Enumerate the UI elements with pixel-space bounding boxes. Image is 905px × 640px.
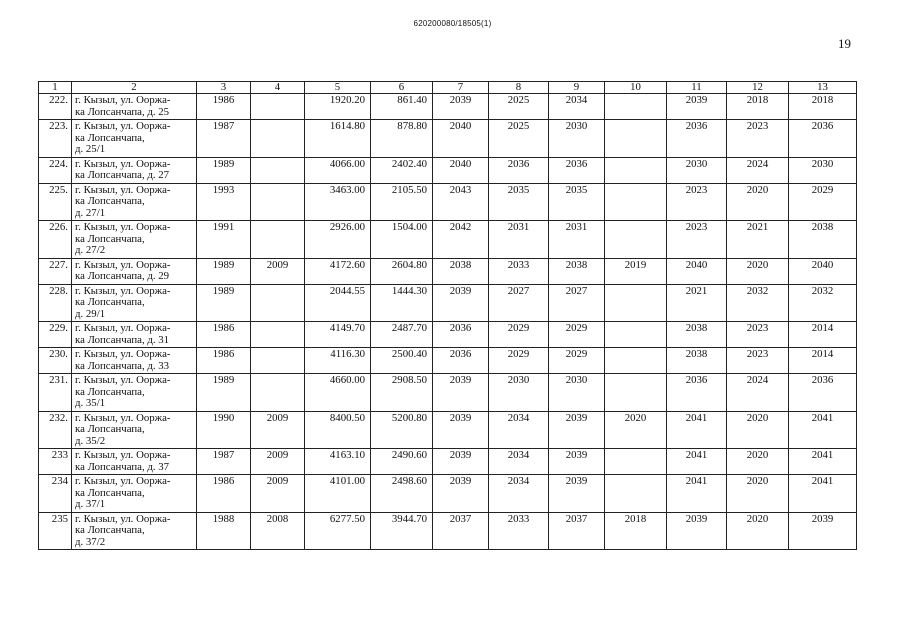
col-7-cell: 2039 [433,94,489,120]
col-11-cell: 2023 [667,183,727,221]
living-area-cell: 2402.40 [371,157,433,183]
address-line: г. Кызыл, ул. Ооржа- [75,258,171,271]
address-line: ка Лопсанчапа, [75,385,145,398]
year-built-cell: 1987 [197,449,251,475]
address-line: ка Лопсанчапа, [75,486,145,499]
year-built-cell: 1986 [197,94,251,120]
col-12-cell: 2024 [727,157,789,183]
year-built-cell: 1989 [197,258,251,284]
row-number: 224. [39,157,72,183]
total-area-cell: 4066.00 [305,157,371,183]
col-12-cell: 2018 [727,94,789,120]
col-7-cell: 2039 [433,475,489,513]
col-12-cell: 2024 [727,374,789,412]
year-built-cell: 1989 [197,284,251,322]
col-8-cell: 2027 [489,284,549,322]
col-8-cell: 2029 [489,348,549,374]
year-built-cell: 1987 [197,120,251,158]
col-13-cell: 2036 [789,120,857,158]
col-12-cell: 2023 [727,348,789,374]
table-row [39,322,857,348]
year-built-cell: 1989 [197,374,251,412]
total-area-cell: 2926.00 [305,221,371,259]
total-area-cell: 3463.00 [305,183,371,221]
year-2-cell: 2009 [251,258,305,284]
address-line: г. Кызыл, ул. Ооржа- [75,512,171,525]
table-row [39,258,857,284]
table-row [39,449,857,475]
year-built-cell: 1991 [197,221,251,259]
address-line: ка Лопсанчапа, д. 31 [75,333,170,346]
address-line: ка Лопсанчапа, д. 37 [75,460,170,473]
col-8-cell: 2030 [489,374,549,412]
address-cell [72,449,197,475]
table-row [39,374,857,412]
address-line: г. Кызыл, ул. Ооржа- [75,374,171,386]
col-12-cell: 2020 [727,258,789,284]
address-line: д. 27/2 [75,244,106,256]
col-10-cell [605,374,667,412]
total-area-cell: 6277.50 [305,512,371,550]
row-number: 228. [39,284,72,322]
col-8-cell: 2031 [489,221,549,259]
col-9-cell: 2038 [549,258,605,284]
col-9-cell: 2029 [549,322,605,348]
row-number: 232. [39,411,72,449]
col-9-cell: 2036 [549,157,605,183]
total-area-cell: 8400.50 [305,411,371,449]
col-11-cell: 2039 [667,94,727,120]
col-11-cell: 2041 [667,411,727,449]
col-9-cell: 2039 [549,411,605,449]
col-7-cell: 2036 [433,322,489,348]
column-header: 6 [371,82,433,94]
address-line: ка Лопсанчапа, д. 27 [75,169,170,181]
column-header: 12 [727,82,789,94]
row-number: 234 [39,475,72,513]
column-header: 3 [197,82,251,94]
col-10-cell [605,120,667,158]
living-area-cell: 3944.70 [371,512,433,550]
col-7-cell: 2037 [433,512,489,550]
total-area-cell: 4101.00 [305,475,371,513]
col-8-cell: 2033 [489,258,549,284]
row-number: 230. [39,348,72,374]
col-11-cell: 2021 [667,284,727,322]
address-cell [72,512,197,550]
total-area-cell: 4163.10 [305,449,371,475]
col-13-cell: 2029 [789,183,857,221]
address-line: г. Кызыл, ул. Ооржа- [75,475,171,487]
col-13-cell: 2032 [789,284,857,322]
address-line: д. 29/1 [75,307,106,320]
column-header: 7 [433,82,489,94]
col-12-cell: 2032 [727,284,789,322]
table-body [39,94,857,550]
address-cell [72,411,197,449]
col-9-cell: 2030 [549,120,605,158]
col-12-cell: 2023 [727,120,789,158]
year-2-cell [251,374,305,412]
col-10-cell [605,284,667,322]
total-area-cell: 1614.80 [305,120,371,158]
col-11-cell: 2030 [667,157,727,183]
housing-registry-table [38,81,857,550]
col-10-cell [605,157,667,183]
column-header: 2 [72,82,197,94]
col-13-cell: 2041 [789,449,857,475]
col-10-cell [605,475,667,513]
table-row [39,120,857,158]
living-area-cell: 1444.30 [371,284,433,322]
col-13-cell: 2039 [789,512,857,550]
living-area-cell: 2487.70 [371,322,433,348]
living-area-cell: 2498.60 [371,475,433,513]
col-13-cell: 2036 [789,374,857,412]
col-11-cell: 2036 [667,120,727,158]
col-10-cell [605,183,667,221]
col-12-cell: 2023 [727,322,789,348]
address-line: ка Лопсанчапа, [75,524,145,536]
col-9-cell: 2031 [549,221,605,259]
table-row [39,411,857,449]
col-9-cell: 2030 [549,374,605,412]
col-12-cell: 2020 [727,449,789,475]
col-10-cell [605,322,667,348]
table-row [39,512,857,550]
address-line: д. 27/1 [75,206,106,219]
address-line: д. 35/1 [75,397,106,409]
row-number: 231. [39,374,72,412]
living-area-cell: 2490.60 [371,449,433,475]
address-line: ка Лопсанчапа, [75,232,145,245]
col-13-cell: 2014 [789,322,857,348]
living-area-cell: 5200.80 [371,411,433,449]
col-7-cell: 2039 [433,284,489,322]
row-number: 225. [39,183,72,221]
col-10-cell [605,94,667,120]
address-line: ка Лопсанчапа, [75,195,145,207]
col-7-cell: 2039 [433,374,489,412]
address-cell [72,374,197,412]
col-7-cell: 2040 [433,157,489,183]
col-10-cell [605,348,667,374]
col-11-cell: 2038 [667,322,727,348]
row-number: 226. [39,221,72,259]
table-row [39,221,857,259]
row-number: 227. [39,258,72,284]
col-10-cell: 2019 [605,258,667,284]
total-area-cell: 2044.55 [305,284,371,322]
col-13-cell: 2018 [789,94,857,120]
address-cell [72,183,197,221]
col-12-cell: 2020 [727,512,789,550]
address-cell [72,284,197,322]
column-header: 11 [667,82,727,94]
col-8-cell: 2034 [489,449,549,475]
col-9-cell: 2039 [549,449,605,475]
col-11-cell: 2041 [667,449,727,475]
address-line: ка Лопсанчапа, [75,131,145,144]
col-12-cell: 2020 [727,411,789,449]
address-cell [72,322,197,348]
column-header: 8 [489,82,549,94]
column-header: 10 [605,82,667,94]
col-13-cell: 2014 [789,348,857,374]
table-row [39,94,857,120]
column-header: 13 [789,82,857,94]
address-line: г. Кызыл, ул. Ооржа- [75,157,171,170]
col-9-cell: 2027 [549,284,605,322]
row-number: 235 [39,512,72,550]
col-13-cell: 2038 [789,221,857,259]
year-2-cell [251,221,305,259]
col-10-cell [605,221,667,259]
column-number-row [39,82,857,94]
address-line: г. Кызыл, ул. Ооржа- [75,322,171,334]
row-number: 233 [39,449,72,475]
row-number: 223. [39,120,72,158]
address-line: ка Лопсанчапа, [75,423,145,435]
year-built-cell: 1986 [197,348,251,374]
table-row [39,284,857,322]
address-cell [72,157,197,183]
living-area-cell: 1504.00 [371,221,433,259]
total-area-cell: 4116.30 [305,348,371,374]
total-area-cell: 1920.20 [305,94,371,120]
address-line: д. 37/1 [75,498,106,510]
address-cell [72,258,197,284]
column-header: 5 [305,82,371,94]
year-2-cell [251,322,305,348]
living-area-cell: 861.40 [371,94,433,120]
col-11-cell: 2036 [667,374,727,412]
year-2-cell [251,120,305,158]
col-10-cell: 2018 [605,512,667,550]
address-line: д. 25/1 [75,143,106,155]
col-8-cell: 2035 [489,183,549,221]
address-line: ка Лопсанчапа, д. 33 [75,359,170,372]
col-8-cell: 2034 [489,411,549,449]
col-9-cell: 2029 [549,348,605,374]
col-12-cell: 2020 [727,475,789,513]
living-area-cell: 2604.80 [371,258,433,284]
living-area-cell: 878.80 [371,120,433,158]
address-cell [72,475,197,513]
col-9-cell: 2039 [549,475,605,513]
year-built-cell: 1990 [197,411,251,449]
table-row [39,475,857,513]
address-line: г. Кызыл, ул. Ооржа- [75,183,171,196]
address-line: д. 35/2 [75,434,106,447]
address-line: г. Кызыл, ул. Ооржа- [75,284,171,297]
total-area-cell: 4172.60 [305,258,371,284]
address-line: г. Кызыл, ул. Ооржа- [75,120,171,132]
address-line: ка Лопсанчапа, д. 29 [75,270,170,282]
col-13-cell: 2041 [789,475,857,513]
year-built-cell: 1988 [197,512,251,550]
year-2-cell: 2009 [251,475,305,513]
col-12-cell: 2020 [727,183,789,221]
year-2-cell [251,157,305,183]
living-area-cell: 2105.50 [371,183,433,221]
col-8-cell: 2036 [489,157,549,183]
table-row [39,183,857,221]
col-12-cell: 2021 [727,221,789,259]
year-built-cell: 1989 [197,157,251,183]
year-built-cell: 1986 [197,475,251,513]
row-number: 222. [39,94,72,120]
col-7-cell: 2040 [433,120,489,158]
col-10-cell: 2020 [605,411,667,449]
address-cell [72,94,197,120]
col-7-cell: 2036 [433,348,489,374]
col-13-cell: 2041 [789,411,857,449]
col-10-cell [605,449,667,475]
col-8-cell: 2034 [489,475,549,513]
row-number: 229. [39,322,72,348]
address-cell [72,221,197,259]
total-area-cell: 4660.00 [305,374,371,412]
col-11-cell: 2039 [667,512,727,550]
col-11-cell: 2041 [667,475,727,513]
address-cell [72,348,197,374]
address-line: г. Кызыл, ул. Ооржа- [75,411,171,424]
column-header: 4 [251,82,305,94]
year-2-cell: 2008 [251,512,305,550]
living-area-cell: 2500.40 [371,348,433,374]
col-11-cell: 2040 [667,258,727,284]
address-line: ка Лопсанчапа, [75,296,145,308]
year-2-cell [251,94,305,120]
address-line: г. Кызыл, ул. Ооржа- [75,449,171,461]
living-area-cell: 2908.50 [371,374,433,412]
col-11-cell: 2038 [667,348,727,374]
year-2-cell [251,284,305,322]
address-line: д. 37/2 [75,535,106,548]
year-built-cell: 1993 [197,183,251,221]
table-row [39,348,857,374]
col-9-cell: 2037 [549,512,605,550]
col-13-cell: 2040 [789,258,857,284]
document-id: 620200080/18505(1) [413,19,492,28]
year-2-cell: 2009 [251,411,305,449]
col-9-cell: 2034 [549,94,605,120]
col-7-cell: 2038 [433,258,489,284]
col-9-cell: 2035 [549,183,605,221]
address-cell [72,120,197,158]
col-8-cell: 2029 [489,322,549,348]
address-line: г. Кызыл, ул. Ооржа- [75,94,171,106]
column-header: 1 [39,82,72,94]
col-8-cell: 2033 [489,512,549,550]
col-7-cell: 2039 [433,449,489,475]
page-number: 19 [838,36,851,51]
table-row [39,157,857,183]
col-7-cell: 2042 [433,221,489,259]
year-2-cell [251,348,305,374]
year-2-cell [251,183,305,221]
address-line: г. Кызыл, ул. Ооржа- [75,221,171,233]
year-built-cell: 1986 [197,322,251,348]
col-8-cell: 2025 [489,120,549,158]
col-7-cell: 2043 [433,183,489,221]
address-line: ка Лопсанчапа, д. 25 [75,105,170,118]
col-13-cell: 2030 [789,157,857,183]
year-2-cell: 2009 [251,449,305,475]
column-header: 9 [549,82,605,94]
col-8-cell: 2025 [489,94,549,120]
total-area-cell: 4149.70 [305,322,371,348]
col-11-cell: 2023 [667,221,727,259]
address-line: г. Кызыл, ул. Ооржа- [75,348,171,360]
col-7-cell: 2039 [433,411,489,449]
